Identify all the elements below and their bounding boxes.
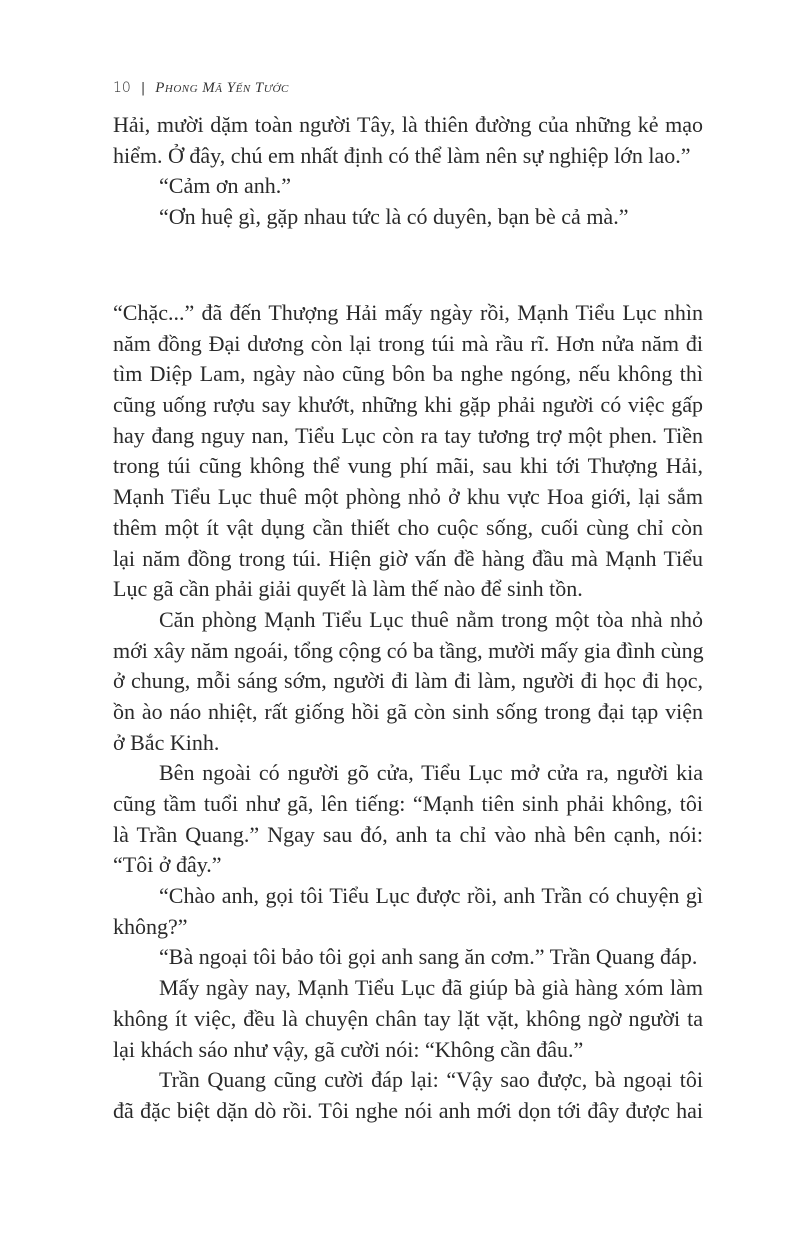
paragraph bbox=[113, 758, 703, 881]
paragraph bbox=[113, 881, 703, 942]
text-line: năm đồng Đại dương còn lại trong túi mà rầu rĩ. Hơn nửa năm đi bbox=[113, 330, 703, 356]
text-line: Mạnh Tiểu Lục thuê một phòng nhỏ ở khu vực Hoa giới, lại sắm bbox=[113, 484, 703, 510]
text-line: là Trần Quang.” Ngay sau đó, anh ta chỉ vào nhà bên cạnh, nói: bbox=[113, 821, 703, 847]
text-line: tìm Diệp Lam, ngày nào cũng bôn ba nghe ngóng, nếu không thì bbox=[113, 361, 703, 387]
text-line: Trần Quang cũng cười đáp lại: “Vậy sao được, bà ngoại tôi bbox=[159, 1067, 703, 1093]
text-line: không?” bbox=[113, 913, 188, 939]
header-separator: | bbox=[140, 80, 146, 96]
text-line: Bên ngoài có người gõ cửa, Tiểu Lục mở cửa ra, người kia bbox=[159, 760, 703, 786]
text-line: trong túi cũng không thể vung phí mãi, sau khi tới Thượng Hải, bbox=[113, 453, 703, 479]
book-title: Phong Mã Yến Tước bbox=[155, 79, 289, 96]
paragraph bbox=[113, 942, 703, 973]
text-line: “Chào anh, gọi tôi Tiểu Lục được rồi, anh Trần có chuyện gì bbox=[159, 883, 703, 909]
text-section-2 bbox=[113, 298, 703, 1127]
text-line: mới xây năm ngoái, tổng cộng có ba tầng, mười mấy gia đình cùng bbox=[113, 637, 704, 663]
text-line: “Bà ngoại tôi bảo tôi gọi anh sang ăn cơm.” Trần Quang đáp. bbox=[159, 944, 698, 970]
text-line: thêm một ít vật dụng cần thiết cho cuộc sống, cuối cùng chỉ còn bbox=[113, 514, 703, 540]
text-line: Lục gã cần phải giải quyết là làm thế nào để sinh tồn. bbox=[113, 576, 583, 602]
paragraph bbox=[113, 298, 703, 605]
text-line: hay đang nguy nan, Tiểu Lục còn ra tay tương trợ một phen. Tiền bbox=[113, 422, 703, 448]
text-line: Mấy ngày nay, Mạnh Tiểu Lục đã giúp bà già hàng xóm làm bbox=[159, 975, 703, 1001]
text-line: Căn phòng Mạnh Tiểu Lục thuê nằm trong một tòa nhà nhỏ bbox=[159, 606, 703, 632]
text-line: ở chung, mỗi sáng sớm, người đi làm đi làm, người đi học đi học, bbox=[113, 668, 703, 694]
paragraph bbox=[113, 171, 703, 202]
text-section-1 bbox=[113, 110, 703, 233]
text-line: “Ơn huệ gì, gặp nhau tức là có duyên, bạn bè cả mà.” bbox=[159, 204, 629, 230]
text-line: “Chặc...” đã đến Thượng Hải mấy ngày rồi, Mạnh Tiểu Lục nhìn bbox=[113, 300, 703, 325]
running-header bbox=[113, 76, 289, 100]
text-line: lại năm đồng trong túi. Hiện giờ vấn đề hàng đầu mà Mạnh Tiểu bbox=[113, 545, 703, 571]
text-line: Hải, mười dặm toàn người Tây, là thiên đường của những kẻ mạo bbox=[113, 112, 703, 137]
page-number: 10 bbox=[113, 80, 131, 96]
text-line: ở Bắc Kinh. bbox=[113, 729, 220, 755]
paragraph bbox=[113, 605, 703, 758]
text-line: cũng uống rượu say khướt, những khi gặp phải người có việc gấp bbox=[113, 392, 703, 418]
text-line: không ít việc, đều là chuyện chân tay lặt vặt, không ngờ người ta bbox=[113, 1005, 703, 1031]
text-line: cũng tầm tuổi như gã, lên tiếng: “Mạnh tiên sinh phải không, tôi bbox=[113, 791, 703, 816]
paragraph bbox=[113, 1065, 703, 1126]
text-line: “Cảm ơn anh.” bbox=[159, 173, 291, 199]
text-line: đã đặc biệt dặn dò rồi. Tôi nghe nói anh mới dọn tới đây được hai bbox=[113, 1097, 703, 1123]
paragraph bbox=[113, 973, 703, 1065]
paragraph bbox=[113, 110, 703, 171]
text-line: hiểm. Ở đây, chú em nhất định có thể làm nên sự nghiệp lớn lao.” bbox=[113, 142, 691, 168]
paragraph bbox=[113, 202, 703, 233]
text-line: “Tôi ở đây.” bbox=[113, 852, 222, 878]
text-line: ồn ào náo nhiệt, rất giống hồi gã còn sinh sống trong đại tạp viện bbox=[113, 698, 703, 724]
text-line: lại khách sáo như vậy, gã cười nói: “Không cần đâu.” bbox=[113, 1036, 584, 1062]
